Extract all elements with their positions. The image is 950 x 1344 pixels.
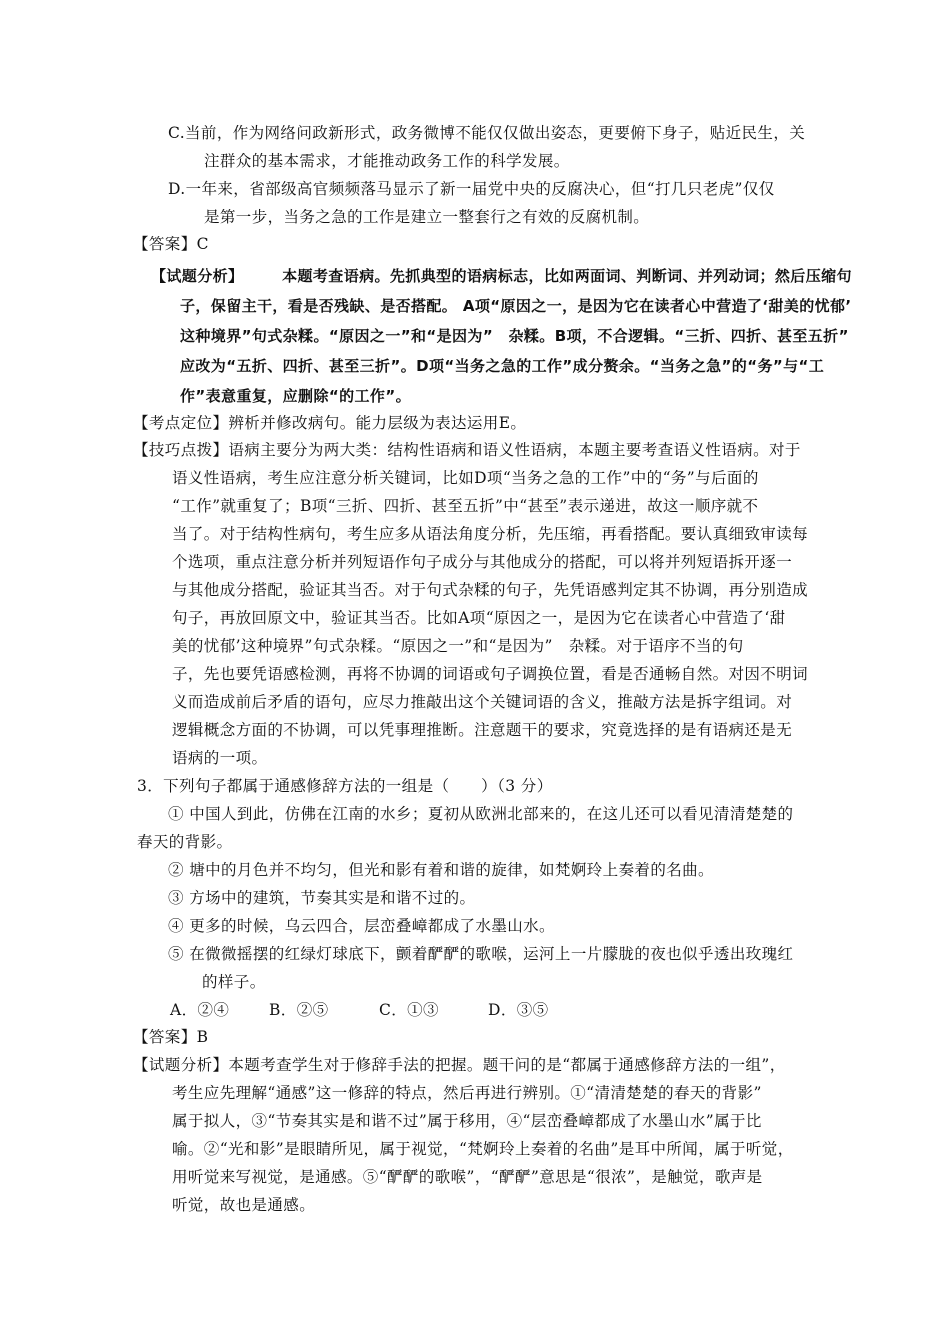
q2-analysis-line-2: 子，保留主干，看是否残缺、是否搭配。 A项“原因之一，是因为它在读者心中营造了‘甜美的忧郁’ xyxy=(180,297,852,315)
q3-analysis-line-6: 听觉，故也是通感。 xyxy=(172,1196,316,1214)
jiqiao-line-9: 子，先也要凭语感检测，再将不协调的词语或句子调换位置，看是否通畅自然。对因不明词 xyxy=(172,665,809,683)
jiqiao-line-6: 与其他成分搭配，验证其当否。对于句式杂糅的句子，先凭语感判定其不协调，再分别造成 xyxy=(172,581,809,599)
q3-sentence-1-line-1: ① 中国人到此，仿佛在江南的水乡；夏初从欧洲北部来的，在这儿还可以看见清清楚楚的 xyxy=(168,805,794,823)
q3-stem: 3．下列句子都属于通感修辞方法的一组是（ ）（3 分） xyxy=(137,777,553,795)
option-d-line-2: 是第一步，当务之急的工作是建立一整套行之有效的反腐机制。 xyxy=(204,208,650,226)
q2-analysis-line-4: 应改为“五折、四折、甚至三折”。D项“当务之急的工作”成分赘余。“当务之急”的“务”与“工 xyxy=(180,357,825,375)
jiqiao-line-7: 句子，再放回原文中，验证其当否。比如A项“原因之一，是因为它在读者心中营造了‘甜 xyxy=(172,609,786,627)
kaodian-line: 【考点定位】辨析并修改病句。能力层级为表达运用E。 xyxy=(133,414,527,432)
q3-analysis-line-2: 考生应先理解“通感”这一修辞的特点，然后再进行辨别。①“清清楚楚的春天的背影” xyxy=(172,1084,762,1102)
q3-choices xyxy=(170,1000,549,1020)
q2-analysis-line-1: 【试题分析】 本题考查语病。先抓典型的语病标志，比如两面词、判断词、并列动词；然后压缩句 xyxy=(151,267,852,285)
jiqiao-line-4: 当了。对于结构性病句，考生应多从语法角度分析，先压缩，再看搭配。要认真细致审读每 xyxy=(172,525,809,543)
q2-analysis-line-3: 这种境界”句式杂糅。“原因之一”和“是因为” 杂糅。B项，不合逻辑。“三折、四折、甚至五折” xyxy=(180,327,849,345)
q2-answer: 【答案】C xyxy=(133,235,209,253)
q3-analysis-line-1: 【试题分析】本题考查学生对于修辞手法的把握。题干问的是“都属于通感修辞方法的一组”， xyxy=(133,1056,786,1074)
q3-sentence-1-line-2: 春天的背影。 xyxy=(137,833,233,851)
jiqiao-line-1: 【技巧点拨】语病主要分为两大类：结构性语病和语义性语病，本题主要考查语义性语病。对于 xyxy=(133,441,801,459)
choice-a: A．②④ xyxy=(170,1001,230,1019)
choice-d: D．③⑤ xyxy=(488,1001,549,1019)
jiqiao-line-2: 语义性语病，考生应注意分析关键词，比如D项“当务之急的工作”中的“务”与后面的 xyxy=(172,469,759,487)
jiqiao-line-5: 个选项，重点注意分析并列短语作句子成分与其他成分的搭配，可以将并列短语拆开逐一 xyxy=(172,553,793,571)
jiqiao-line-12: 语病的一项。 xyxy=(172,749,268,767)
q3-answer: 【答案】B xyxy=(133,1028,209,1046)
q3-sentence-5-line-1: ⑤ 在微微摇摆的红绿灯球底下，颤着酽酽的歌喉，运河上一片朦胧的夜也似乎透出玫瑰红 xyxy=(168,945,794,963)
choice-b: B．②⑤ xyxy=(269,1001,329,1019)
option-d-line-1: D.一年来，省部级高官频频落马显示了新一届党中央的反腐决心，但“打几只老虎”仅仅 xyxy=(168,180,775,198)
jiqiao-line-10: 义而造成前后矛盾的语句，应尽力推敲出这个关键词语的含义，推敲方法是拆字组词。对 xyxy=(172,693,793,711)
jiqiao-line-8: 美的忧郁’这种境界”句式杂糅。“原因之一”和“是因为” 杂糅。对于语序不当的句 xyxy=(172,637,744,655)
q3-sentence-5-line-2: 的样子。 xyxy=(202,973,266,991)
q3-sentence-2: ② 塘中的月色并不均匀，但光和影有着和谐的旋律，如梵婀玲上奏着的名曲。 xyxy=(168,861,714,879)
option-c-line-1: C.当前，作为网络问政新形式，政务微博不能仅仅做出姿态，更要俯下身子，贴近民生，关 xyxy=(168,124,806,142)
option-c-line-2: 注群众的基本需求，才能推动政务工作的科学发展。 xyxy=(204,152,570,170)
jiqiao-line-11: 逻辑概念方面的不协调，可以凭事理推断。注意题干的要求，究竟选择的是有语病还是无 xyxy=(172,721,793,739)
q3-analysis-line-5: 用听觉来写视觉，是通感。⑤“酽酽的歌喉”，“酽酽”意思是“很浓”，是触觉，歌声是 xyxy=(172,1168,763,1186)
q3-analysis-line-3: 属于拟人，③“节奏其实是和谐不过”属于移用，④“层峦叠嶂都成了水墨山水”属于比 xyxy=(172,1112,762,1130)
q2-analysis-line-5: 作”表意重复，应删除“的工作”。 xyxy=(180,387,411,405)
q3-sentence-4: ④ 更多的时候，乌云四合，层峦叠嶂都成了水墨山水。 xyxy=(168,917,555,935)
q3-analysis-line-4: 喻。②“光和影”是眼睛所见，属于视觉，“梵婀玲上奏着的名曲”是耳中所闻，属于听觉， xyxy=(172,1140,794,1158)
jiqiao-line-3: “工作”就重复了；B项“三折、四折、甚至五折”中“甚至”表示递进，故这一顺序就不 xyxy=(172,497,759,515)
choice-c: C．①③ xyxy=(379,1001,439,1019)
q3-sentence-3: ③ 方场中的建筑，节奏其实是和谐不过的。 xyxy=(168,889,476,907)
